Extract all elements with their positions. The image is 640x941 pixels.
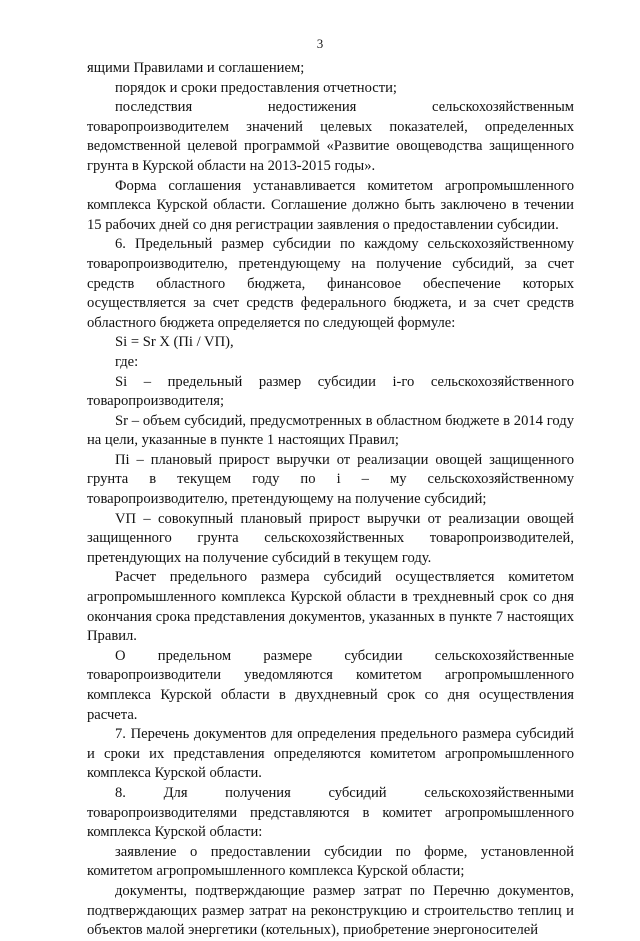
- paragraph-agreement-form: Форма соглашения устанавливается комитетом агропромышленного комплекса Курской области. Соглашение должно быть заключено в течении 15 рабочих дней со дня регистрации заявления о предоставлении субсидии.: [87, 177, 574, 233]
- formula-where: где:: [115, 353, 139, 370]
- paragraph-section-7: 7. Перечень документов для определения предельного размера субсидий и сроки их представления определяются комитетом агропромышленного комплекса Курской области.: [87, 726, 574, 782]
- document-body: [87, 59, 574, 941]
- page-number: 3: [316, 36, 324, 51]
- paragraph-calculation: Расчет предельного размера субсидий осуществляется комитетом агропромышленного комплекса Курской области в трехдневный срок со дня окончания срока представления документов, указанных в пункте 7 настоящих Правил.: [87, 569, 574, 645]
- paragraph-continuation: ящими Правилами и соглашением;: [87, 60, 305, 76]
- paragraph-section-6: 6. Предельный размер субсидии по каждому сельскохозяйственному товаропроизводителю, претендующему на получение субсидий, за счет средств областного бюджета, финансовое обеспечение которых осуществляется за счет средств федерального бюджета, и за счет средств областного бюджета определяется по следующей формуле:: [87, 236, 574, 331]
- definition-sr: Sr – объем субсидий, предусмотренных в областном бюджете в 2014 году на цели, указанные в пункте 1 настоящих Правил;: [87, 412, 574, 449]
- definition-vp: VП – совокупный плановый прирост выручки от реализации овощей защищенного грунта сельскохозяйственных товаропроизводителей, претендующих на получение субсидий в текущем году.: [87, 510, 574, 566]
- definition-pi: Пi – плановый прирост выручки от реализации овощей защищенного грунта в текущем году по i – му сельскохозяйственному товаропроизводителю, претендующему на получение субсидий;: [87, 451, 574, 508]
- paragraph-consequences: последствия недостижения сельскохозяйственным товаропроизводителем значений целевых показателей, определенных ведомственной целевой программой «Развитие овощеводства защищенного грунта в Курской области на 2013-2015 годы».: [87, 99, 574, 174]
- definition-si: Si – предельный размер субсидии i-го сельскохозяйственного товаропроизводителя;: [87, 373, 574, 410]
- paragraph-notification: О предельном размере субсидии сельскохозяйственные товаропроизводители уведомляются комитетом агропромышленного комплекса Курской области в двухдневный срок со дня осуществления расчета.: [87, 647, 574, 723]
- paragraph-reporting: порядок и сроки предоставления отчетности;: [115, 79, 397, 96]
- formula-line: Si = Sr X (Пi / VП),: [115, 334, 234, 351]
- paragraph-documents: документы, подтверждающие размер затрат по Перечню документов, подтверждающих размер затрат на реконструкцию и строительство теплиц и объектов малой энергетики (котельных), приобретение энергоносителей: [87, 882, 574, 939]
- paragraph-section-8: 8. Для получения субсидий сельскохозяйственными товаропроизводителями представляются в комитет агропромышленного комплекса Курской области:: [87, 784, 574, 841]
- paragraph-application: заявление о предоставлении субсидии по форме, установленной комитетом агропромышленного комплекса Курской области;: [87, 843, 574, 880]
